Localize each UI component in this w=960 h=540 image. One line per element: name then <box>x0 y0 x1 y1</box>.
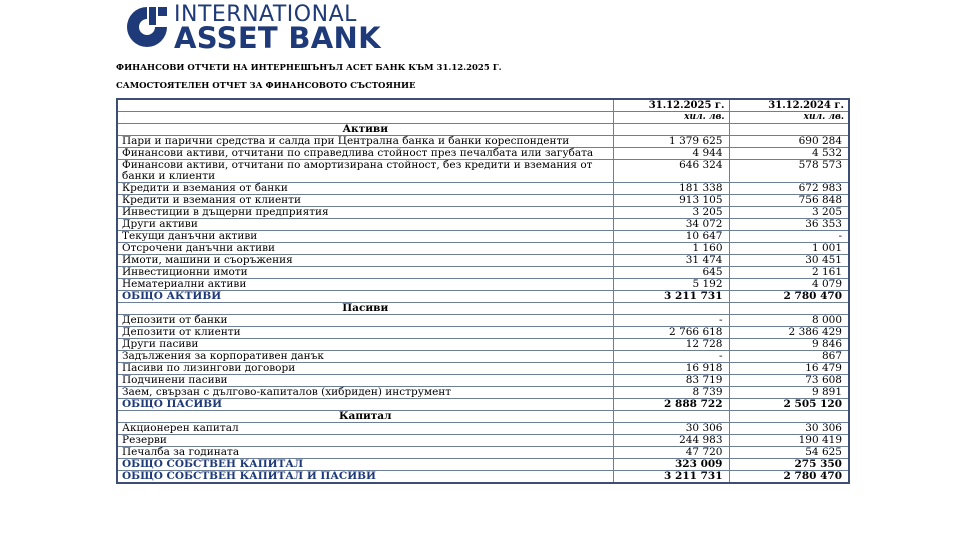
section-header-row <box>117 411 849 423</box>
table-row <box>117 327 849 339</box>
row-value-2024: 690 284 <box>729 136 849 148</box>
row-label: Задължения за корпоративен данък <box>117 351 613 363</box>
row-value-2024: 1 001 <box>729 243 849 255</box>
row-value-2024: 2 386 429 <box>729 327 849 339</box>
balance-sheet-table <box>116 98 850 484</box>
row-value-2024: 9 846 <box>729 339 849 351</box>
balance-sheet <box>116 98 848 484</box>
unit-col-2025: хил. лв. <box>613 112 729 124</box>
row-value-2025: 30 306 <box>613 423 729 435</box>
table-row <box>117 423 849 435</box>
row-value-2025: 244 983 <box>613 435 729 447</box>
table-row <box>117 447 849 459</box>
table-row <box>117 207 849 219</box>
grand-total-value-2025: 3 211 731 <box>613 471 729 484</box>
row-value-2025: 5 192 <box>613 279 729 291</box>
total-label: ОБЩО АКТИВИ <box>117 291 613 303</box>
row-value-2024: 16 479 <box>729 363 849 375</box>
row-label: Текущи данъчни активи <box>117 231 613 243</box>
row-value-2024: 672 983 <box>729 183 849 195</box>
total-value-2025: 2 888 722 <box>613 399 729 411</box>
section-total-row <box>117 291 849 303</box>
row-value-2025: 646 324 <box>613 160 729 183</box>
row-value-2024: 4 532 <box>729 148 849 160</box>
row-value-2024: 30 451 <box>729 255 849 267</box>
grand-total-label: ОБЩО СОБСТВЕН КАПИТАЛ И ПАСИВИ <box>117 471 613 484</box>
row-value-2024: 73 608 <box>729 375 849 387</box>
section-title: Пасиви <box>117 303 613 315</box>
row-value-2025: 1 160 <box>613 243 729 255</box>
section-blank-1 <box>613 124 729 136</box>
row-value-2024: 54 625 <box>729 447 849 459</box>
row-value-2025: - <box>613 351 729 363</box>
row-value-2025: 4 944 <box>613 148 729 160</box>
table-row <box>117 339 849 351</box>
table-row <box>117 387 849 399</box>
row-value-2025: - <box>613 315 729 327</box>
row-value-2025: 16 918 <box>613 363 729 375</box>
section-header-row <box>117 124 849 136</box>
row-value-2025: 2 766 618 <box>613 327 729 339</box>
table-row <box>117 195 849 207</box>
table-row <box>117 375 849 387</box>
row-label: Отсрочени данъчни активи <box>117 243 613 255</box>
row-value-2024: 2 161 <box>729 267 849 279</box>
bank-logo <box>124 2 404 54</box>
row-value-2025: 3 205 <box>613 207 729 219</box>
document-subtitle: САМОСТОЯТЕЛЕН ОТЧЕТ ЗА ФИНАНСОВОТО СЪСТОЯНИЕ <box>116 81 416 91</box>
logo-text-line1: INTERNATIONAL <box>174 2 357 27</box>
row-value-2024: 190 419 <box>729 435 849 447</box>
row-label: Кредити и вземания от банки <box>117 183 613 195</box>
unit-blank <box>117 112 613 124</box>
table-row <box>117 315 849 327</box>
logo-text-line2: ASSET BANK <box>174 21 381 55</box>
table-row <box>117 219 849 231</box>
row-value-2024: 4 079 <box>729 279 849 291</box>
total-label: ОБЩО СОБСТВЕН КАПИТАЛ <box>117 459 613 471</box>
row-value-2024: 36 353 <box>729 219 849 231</box>
total-label: ОБЩО ПАСИВИ <box>117 399 613 411</box>
unit-col-2024: хил. лв. <box>729 112 849 124</box>
row-label: Заем, свързан с дългово-капиталов (хибриден) инструмент <box>117 387 613 399</box>
row-value-2025: 10 647 <box>613 231 729 243</box>
row-value-2025: 645 <box>613 267 729 279</box>
row-label: Пасиви по лизингови договори <box>117 363 613 375</box>
row-value-2024: 756 848 <box>729 195 849 207</box>
header-col-2025: 31.12.2025 г. <box>613 99 729 112</box>
row-label: Инвестиционни имоти <box>117 267 613 279</box>
row-label: Имоти, машини и съоръжения <box>117 255 613 267</box>
row-value-2025: 83 719 <box>613 375 729 387</box>
row-label: Депозити от банки <box>117 315 613 327</box>
section-blank-2 <box>729 303 849 315</box>
header-blank <box>117 99 613 112</box>
table-row <box>117 255 849 267</box>
section-blank-2 <box>729 124 849 136</box>
table-row <box>117 267 849 279</box>
row-value-2025: 31 474 <box>613 255 729 267</box>
row-value-2025: 12 728 <box>613 339 729 351</box>
table-row <box>117 243 849 255</box>
row-label: Други пасиви <box>117 339 613 351</box>
row-value-2025: 913 105 <box>613 195 729 207</box>
row-value-2024: 867 <box>729 351 849 363</box>
bank-logo-icon <box>124 4 170 50</box>
table-row <box>117 435 849 447</box>
row-label: Акционерен капитал <box>117 423 613 435</box>
total-value-2025: 323 009 <box>613 459 729 471</box>
grand-total-value-2024: 2 780 470 <box>729 471 849 484</box>
row-label: Кредити и вземания от клиенти <box>117 195 613 207</box>
row-label: Финансови активи, отчитани по справедлива стойност през печалбата или загубата <box>117 148 613 160</box>
unit-row <box>117 112 849 124</box>
table-row <box>117 351 849 363</box>
table-row <box>117 148 849 160</box>
section-total-row <box>117 399 849 411</box>
row-value-2024: - <box>729 231 849 243</box>
row-label: Печалба за годината <box>117 447 613 459</box>
row-label: Други активи <box>117 219 613 231</box>
row-value-2024: 8 000 <box>729 315 849 327</box>
row-value-2024: 578 573 <box>729 160 849 183</box>
section-header-row <box>117 303 849 315</box>
section-title: Капитал <box>117 411 613 423</box>
row-value-2024: 3 205 <box>729 207 849 219</box>
row-value-2025: 47 720 <box>613 447 729 459</box>
total-value-2024: 2 505 120 <box>729 399 849 411</box>
row-value-2025: 1 379 625 <box>613 136 729 148</box>
table-row <box>117 231 849 243</box>
row-label: Депозити от клиенти <box>117 327 613 339</box>
total-value-2024: 275 350 <box>729 459 849 471</box>
row-value-2025: 34 072 <box>613 219 729 231</box>
table-row <box>117 136 849 148</box>
row-label: Подчинени пасиви <box>117 375 613 387</box>
row-label: Финансови активи, отчитани по амортизирана стойност, без кредити и вземания от банки и клиенти <box>117 160 613 183</box>
row-label: Инвестиции в дъщерни предприятия <box>117 207 613 219</box>
section-title: Активи <box>117 124 613 136</box>
document-title: ФИНАНСОВИ ОТЧЕТИ НА ИНТЕРНЕШЪНЪЛ АСЕТ БАНК КЪМ 31.12.2025 Г. <box>116 63 502 73</box>
header-col-2024: 31.12.2024 г. <box>729 99 849 112</box>
table-row <box>117 183 849 195</box>
row-value-2025: 8 739 <box>613 387 729 399</box>
table-row <box>117 160 849 183</box>
row-value-2024: 9 891 <box>729 387 849 399</box>
grand-total-row <box>117 471 849 484</box>
header-row <box>117 99 849 112</box>
table-row <box>117 279 849 291</box>
row-label: Пари и парични средства и салда при Централна банка и банки кореспонденти <box>117 136 613 148</box>
row-value-2024: 30 306 <box>729 423 849 435</box>
row-label: Резерви <box>117 435 613 447</box>
table-row <box>117 363 849 375</box>
total-value-2024: 2 780 470 <box>729 291 849 303</box>
row-value-2025: 181 338 <box>613 183 729 195</box>
section-blank-1 <box>613 303 729 315</box>
section-total-row <box>117 459 849 471</box>
total-value-2025: 3 211 731 <box>613 291 729 303</box>
row-label: Нематериални активи <box>117 279 613 291</box>
section-blank-1 <box>613 411 729 423</box>
section-blank-2 <box>729 411 849 423</box>
